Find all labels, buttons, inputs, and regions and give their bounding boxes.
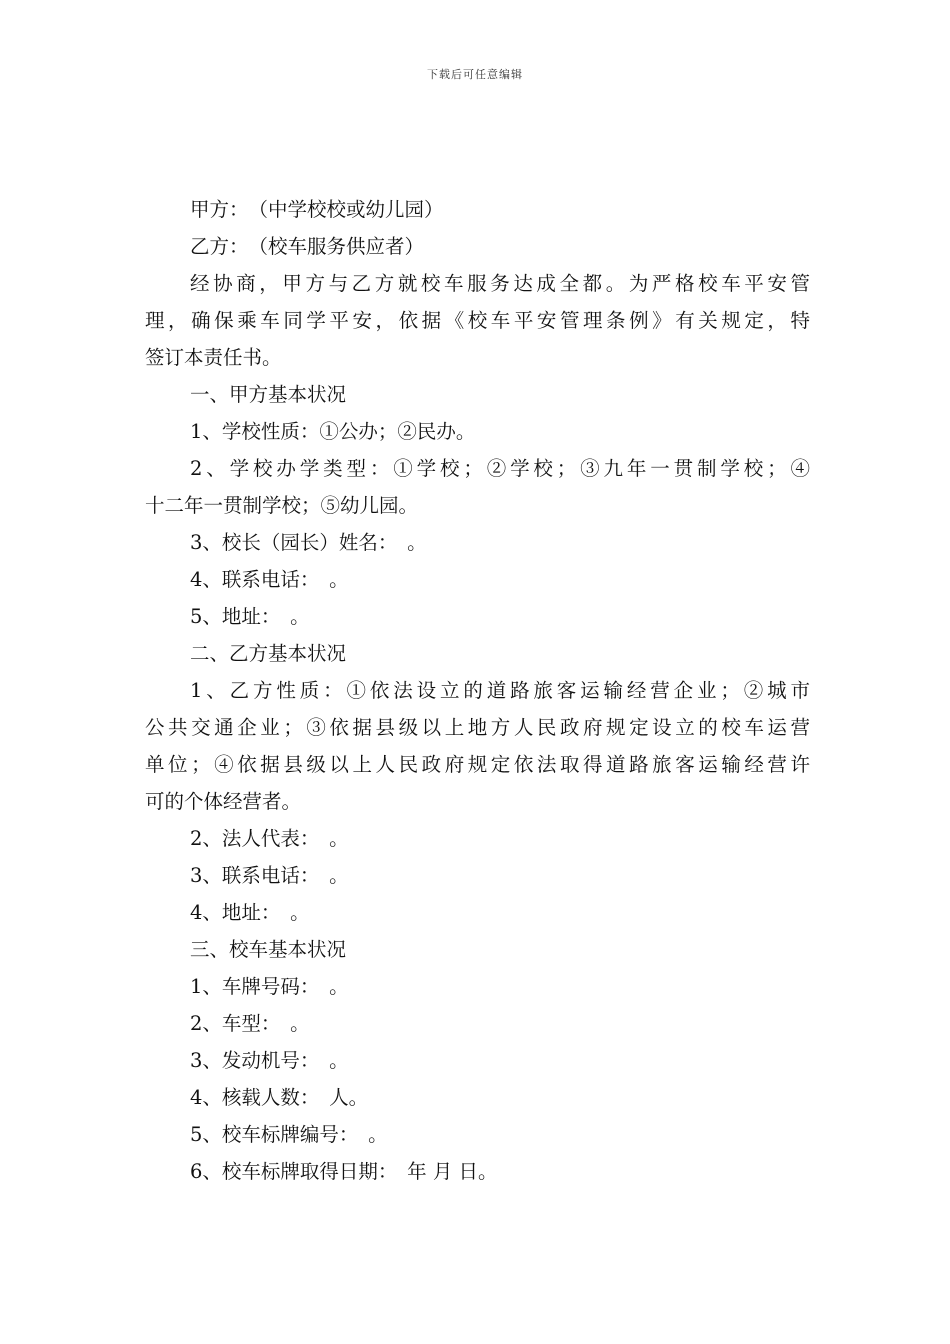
doc-line: 1、车牌号码： 。	[190, 975, 349, 998]
doc-line: 1、乙方性质：①依法设立的道路旅客运输经营企业；②城市	[190, 679, 810, 702]
doc-line: 3、发动机号： 。	[190, 1049, 349, 1072]
section-heading: 二、乙方基本状况	[190, 642, 347, 665]
section-heading: 三、校车基本状况	[190, 938, 347, 961]
doc-line: 2、学校办学类型：①学校；②学校；③九年一贯制学校；④	[190, 457, 810, 480]
doc-line: 签订本责任书。	[145, 346, 282, 369]
doc-line: 4、核载人数： 人。	[190, 1086, 369, 1109]
doc-line: 2、车型： 。	[190, 1012, 310, 1035]
doc-line: 5、地址： 。	[190, 605, 310, 628]
doc-line: 5、校车标牌编号： 。	[190, 1123, 388, 1146]
doc-line: 经协商，甲方与乙方就校车服务达成全都。为严格校车平安管	[190, 272, 810, 295]
doc-line: 十二年一贯制学校；⑤幼儿园。	[145, 494, 419, 517]
doc-line: 公共交通企业；③依据县级以上地方人民政府规定设立的校车运营	[145, 716, 810, 739]
doc-line: 2、法人代表： 。	[190, 827, 349, 850]
doc-line: 单位；④依据县级以上人民政府规定依法取得道路旅客运输经营许	[145, 753, 810, 776]
doc-line: 可的个体经营者。	[145, 790, 302, 813]
doc-line: 3、校长（园长）姓名： 。	[190, 531, 427, 554]
doc-line: 1、学校性质：①公办；②民办。	[190, 420, 476, 443]
doc-line: 理，确保乘车同学平安，依据《校车平安管理条例》有关规定，特	[145, 309, 810, 332]
doc-line: 6、校车标牌取得日期： 年 月 日。	[190, 1160, 498, 1183]
doc-line: 甲方： （中学校校或幼儿园）	[190, 198, 444, 221]
doc-line: 3、联系电话： 。	[190, 864, 349, 887]
document-body	[145, 191, 810, 1190]
doc-line: 4、地址： 。	[190, 901, 310, 924]
doc-line: 4、联系电话： 。	[190, 568, 349, 591]
section-heading: 一、甲方基本状况	[190, 383, 347, 406]
doc-line: 乙方： （校车服务供应者）	[190, 235, 425, 258]
page-header-note: 下载后可任意编辑	[427, 68, 523, 81]
